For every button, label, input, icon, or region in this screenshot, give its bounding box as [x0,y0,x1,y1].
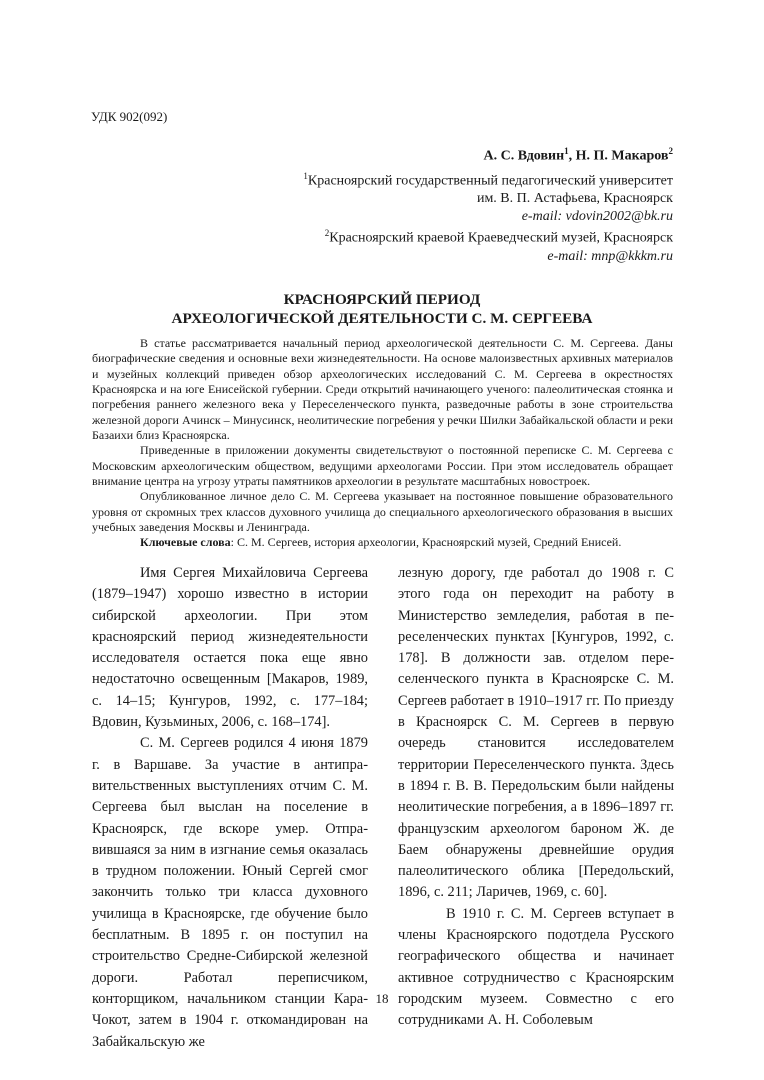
email-text[interactable]: e-mail: mnp@kkkm.ru [547,248,673,264]
affiliation-line [303,225,673,247]
udk-code: УДК 902(092) [91,109,168,124]
abstract-paragraph: В статье рассматривается начальный период археологической деятельности С. М. Сергеева. Даны биографические сведения и основные вехи жизнедеятельности. На основе малоизвестных архивных материалов и музейных коллекций приведен обзор археологических исследований С. М. Сергеева в окрестностях Красноярска и на юге Енисейской губернии. Среди открытий начинающего ученого: палеолитическая стоянка и погребения раннего железного века у Переселенческого пункта, разведочные работы в зоне строительства железной дороги Ачинск – Минусинск, неолитические погребения у речки Шилки Забайкальской области и реки Базаихи близ Красноярска. [92,336,673,443]
author-name: А. С. Вдовин [483,148,565,164]
authors-line [484,146,674,165]
affiliation-text: Красноярский государственный педагогический университет [307,173,673,189]
abstract-paragraph: Опубликованное личное дело С. М. Сергеева указывает на постоянное повышение образовательного уровня от скромных трех классов духовного училища до специального археологического образования в высших учебных заведения Москвы и Ленинграда. [92,489,673,535]
title-line-1: КРАСНОЯРСКИЙ ПЕРИОД [283,291,481,308]
affiliation-line [303,190,673,208]
affiliations [303,168,673,265]
affiliation-mark: 2 [324,228,330,239]
page-number: 18 [375,991,389,1006]
author-affiliation-mark: 1 [564,146,569,156]
body-paragraph: В 1910 г. С. М. Сергеев вступает в члены Красноярского подотдела Русского географического общества и начинает активное сотрудничество с Красноярским городским музеем. Совместно с его сотрудниками А. Н. Соболевым [398,905,674,1029]
affiliation-line [303,168,673,190]
body-column-right [398,563,674,1032]
author-affiliation-mark: 2 [668,146,673,156]
title-line-2: АРХЕОЛОГИЧЕСКОЙ ДЕЯТЕЛЬНОСТИ С. М. СЕРГЕЕВА [171,310,593,327]
author-email[interactable] [303,248,673,266]
abstract-paragraph: Приведенные в приложении документы свидетельствуют о постоянной переписке С. М. Сергеева с Московским археологическим обществом, ведущими археологами России. При этом исследователь обращает внимание центра на угрозу утраты памятников археологии в результате масштабных новостроек. [92,443,673,489]
body-paragraph: Имя Сергея Михайловича Сергеева (1879–1947) хорошо известно в истории сибирской археологии. При этом красноярский период жизнедеятельности исследователя остается пока еще явно недостаточно освещенным [Макаров, 1989, с. 14–15; Кунгуров, 1992, с. 177–184; Вдовин, Кузьминых, 2006, с. 168–174]. [92,565,368,731]
affiliation-mark: 1 [303,171,308,181]
keywords-text: : С. М. Сергеев, история археологии, Красноярский музей, Средний Енисей. [230,535,622,550]
author-name: Н. П. Макаров [575,148,669,164]
affiliation-text: Красноярский краевой Краеведческий музей, Красноярск [329,231,673,247]
keywords [92,535,673,550]
author-separator: , [568,148,576,164]
body-paragraph: С. М. Сергеев родился 4 июня 1879 г. в Варшаве. За участие в антиправительственных выступлениях отчим С. М. Сергеева был выслан на поселение в Красноярск, где вскоре умер. Отправившаяся за ним в изгнание семья оказалась в трудном положении. Юный Сергей смог закончить только три класса духовного училища в Красноярске, где обучение было бесплатным. В 1895 г. он поступил на строительство Средне-Сибирской железной дороги. Работал переписчиком, конторщиком, начальником станции Кара-Чокот, затем в 1904 г. откомандирован на Забайкальскую же [92,735,368,1050]
keywords-label: Ключевые слова [140,535,231,550]
affiliation-text: им. В. П. Астафьева, Красноярск [476,191,673,207]
article-title [0,290,764,328]
body-column-left [92,563,368,1053]
email-text[interactable]: e-mail: vdovin2002@bk.ru [521,208,673,224]
author-email[interactable] [303,208,673,226]
abstract [92,336,673,551]
body-paragraph: лезную дорогу, где работал до 1908 г. С этого года он переходит на работу в Министерство земледелия, работая в переселенческих пунктах [Кунгуров, 1992, с. 178]. В должности зав. отделом переселенческого пункта в Красноярске С. М. Сергеев работает в 1910–1917 гг. По приезду в Красноярск С. М. Сергеев в первую очередь становится исследователем территории Переселенческого пункта. Здесь в 1894 г. В. В. Передольским были найдены неолитические погребения, а в 1896–1897 гг. французским археологом бароном Ж. де Баем обнаружены древнейшие орудия палеолитического облика [Передольский, 1896, с. 211; Ларичев, 1969, с. 60]. [398,565,674,901]
